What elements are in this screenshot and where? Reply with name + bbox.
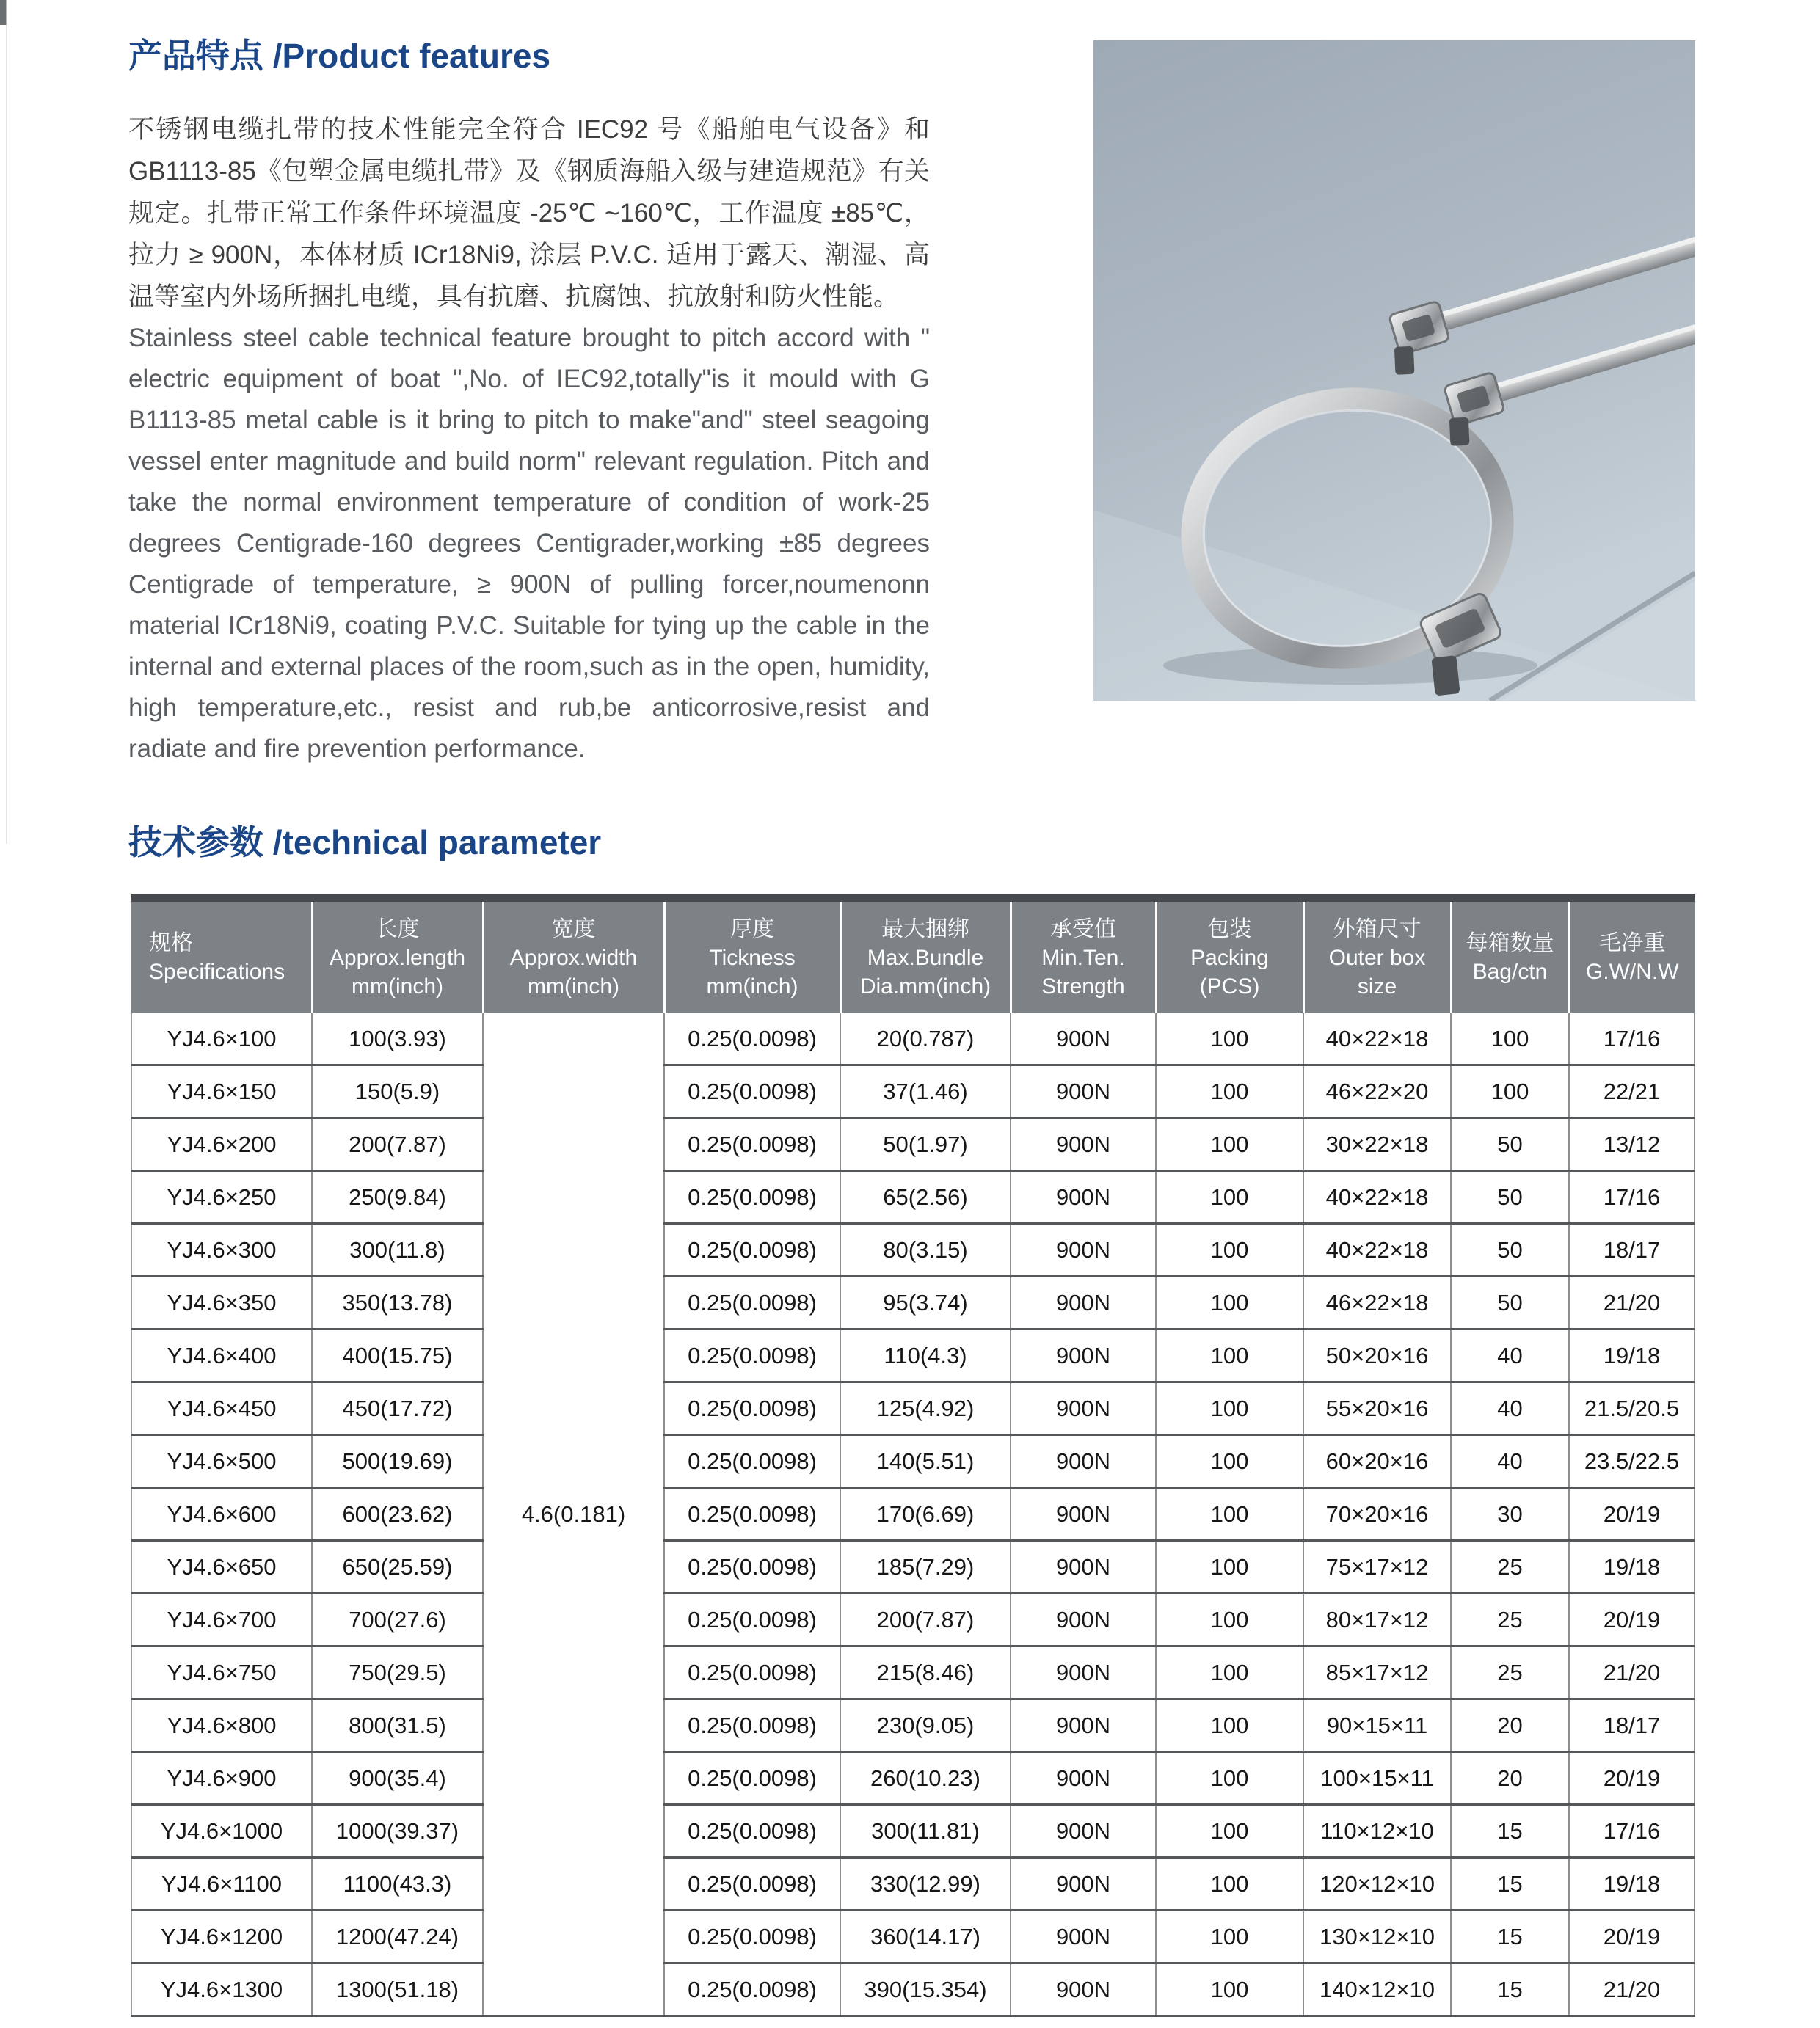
table-cell: YJ4.6×700 <box>131 1594 312 1646</box>
table-row <box>131 1541 1695 1594</box>
table-cell: YJ4.6×450 <box>131 1382 312 1435</box>
table-cell: 0.25(0.0098) <box>664 1646 840 1699</box>
table-cell: 500(19.69) <box>312 1435 483 1488</box>
table-cell: 37(1.46) <box>840 1065 1011 1118</box>
header-outer-box <box>1303 898 1451 1014</box>
technical-parameter-table <box>131 894 1695 2017</box>
table-cell: 85×17×12 <box>1303 1646 1451 1699</box>
header-thickness <box>664 898 840 1014</box>
table-cell: 50 <box>1451 1171 1569 1224</box>
table-cell: 21/20 <box>1569 1963 1695 2016</box>
header-en: Specifications <box>149 960 285 984</box>
table-cell: 20/19 <box>1569 1488 1695 1541</box>
table-cell: 450(17.72) <box>312 1382 483 1435</box>
table-cell: 140(5.51) <box>840 1435 1011 1488</box>
table-row <box>131 1171 1695 1224</box>
header-cn: 宽度 <box>551 916 596 941</box>
table-body <box>131 1013 1695 2016</box>
header-cn: 规格 <box>149 931 193 955</box>
table-cell: 46×22×20 <box>1303 1065 1451 1118</box>
table-cell: 100 <box>1156 1699 1303 1752</box>
table-cell: 100(3.93) <box>312 1013 483 1065</box>
table-cell: 390(15.354) <box>840 1963 1011 2016</box>
table-cell: 0.25(0.0098) <box>664 1858 840 1911</box>
table-cell: 900N <box>1011 1911 1156 1963</box>
table-cell: 100 <box>1156 1805 1303 1858</box>
table-cell: 900N <box>1011 1699 1156 1752</box>
table-cell: YJ4.6×1100 <box>131 1858 312 1911</box>
table-cell: 100 <box>1156 1224 1303 1277</box>
table-row <box>131 1911 1695 1963</box>
table-cell: 0.25(0.0098) <box>664 1435 840 1488</box>
table-cell: 19/18 <box>1569 1541 1695 1594</box>
table-cell: 125(4.92) <box>840 1382 1011 1435</box>
table-cell: 900N <box>1011 1118 1156 1171</box>
table-cell: 15 <box>1451 1858 1569 1911</box>
table-cell: 100 <box>1156 1594 1303 1646</box>
table-cell: 1100(43.3) <box>312 1858 483 1911</box>
header-unit: size <box>1357 974 1397 999</box>
table-cell: 750(29.5) <box>312 1646 483 1699</box>
table-cell: 1300(51.18) <box>312 1963 483 2016</box>
table-cell: 40×22×18 <box>1303 1224 1451 1277</box>
table-cell: 100 <box>1156 1488 1303 1541</box>
table-cell: 13/12 <box>1569 1118 1695 1171</box>
table-row <box>131 1277 1695 1329</box>
table-cell: 200(7.87) <box>840 1594 1011 1646</box>
header-cn: 毛净重 <box>1599 931 1666 955</box>
header-en: Tickness <box>709 945 796 970</box>
table-row <box>131 1858 1695 1911</box>
table-row <box>131 1594 1695 1646</box>
table-cell: 800(31.5) <box>312 1699 483 1752</box>
table-cell: YJ4.6×1000 <box>131 1805 312 1858</box>
header-max-bundle <box>840 898 1011 1014</box>
table-cell: 50 <box>1451 1224 1569 1277</box>
features-text-block <box>128 109 930 770</box>
table-cell: 75×17×12 <box>1303 1541 1451 1594</box>
table-cell: 0.25(0.0098) <box>664 1065 840 1118</box>
table-cell: 20/19 <box>1569 1752 1695 1805</box>
table-cell: 700(27.6) <box>312 1594 483 1646</box>
table-cell: 215(8.46) <box>840 1646 1011 1699</box>
header-unit: Dia.mm(inch) <box>859 974 991 999</box>
table-cell: 100 <box>1156 1382 1303 1435</box>
table-cell: 21.5/20.5 <box>1569 1382 1695 1435</box>
table-cell: 21/20 <box>1569 1277 1695 1329</box>
features-paragraph-cn: 不锈钢电缆扎带的技术性能完全符合 IEC92 号《船舶电气设备》和GB1113-85《包塑金属电缆扎带》及《钢质海船入级与建造规范》有关规定。扎带正常工作条件环境温度 -25℃ ~160℃，工作温度 ±85℃，拉力 ≥ 900N，本体材质 ICr18Ni9, 涂层 P.V.C. 适用于露天、潮湿、高温等室内外场所捆扎电缆，具有抗磨、抗腐蚀、抗放射和防火性能。 <box>128 115 930 311</box>
table-row <box>131 1488 1695 1541</box>
table-cell: 50×20×16 <box>1303 1329 1451 1382</box>
table-cell: 55×20×16 <box>1303 1382 1451 1435</box>
table-cell: 100 <box>1451 1013 1569 1065</box>
table-cell: 60×20×16 <box>1303 1435 1451 1488</box>
table-cell: 30 <box>1451 1488 1569 1541</box>
table-cell: 650(25.59) <box>312 1541 483 1594</box>
table-cell: 0.25(0.0098) <box>664 1699 840 1752</box>
header-en: Approx.width <box>509 945 638 970</box>
table-cell: 150(5.9) <box>312 1065 483 1118</box>
table-row <box>131 1963 1695 2016</box>
table-row <box>131 1118 1695 1171</box>
table-cell: YJ4.6×150 <box>131 1065 312 1118</box>
header-cn: 每箱数量 <box>1466 931 1554 955</box>
table-cell: 0.25(0.0098) <box>664 1224 840 1277</box>
table-cell: 100 <box>1156 1277 1303 1329</box>
table-cell: 100 <box>1156 1911 1303 1963</box>
table-row <box>131 1065 1695 1118</box>
table-cell: YJ4.6×900 <box>131 1752 312 1805</box>
table-cell: 900N <box>1011 1329 1156 1382</box>
header-en: G.W/N.W <box>1585 960 1679 984</box>
header-cn: 长度 <box>375 916 420 941</box>
table-cell: 0.25(0.0098) <box>664 1013 840 1065</box>
table-cell: YJ4.6×300 <box>131 1224 312 1277</box>
table-row <box>131 1805 1695 1858</box>
table-cell: 25 <box>1451 1646 1569 1699</box>
table-cell: 18/17 <box>1569 1699 1695 1752</box>
table-cell: 0.25(0.0098) <box>664 1171 840 1224</box>
table-cell: 300(11.81) <box>840 1805 1011 1858</box>
table-cell: 100 <box>1156 1858 1303 1911</box>
table-cell: 170(6.69) <box>840 1488 1011 1541</box>
table-cell: 100 <box>1156 1752 1303 1805</box>
header-unit: Strength <box>1041 974 1125 999</box>
table-cell: 110×12×10 <box>1303 1805 1451 1858</box>
table-row <box>131 1699 1695 1752</box>
header-unit: mm(inch) <box>528 974 619 999</box>
table-cell: 900(35.4) <box>312 1752 483 1805</box>
header-width <box>483 898 664 1014</box>
table-row <box>131 1435 1695 1488</box>
table-cell: 330(12.99) <box>840 1858 1011 1911</box>
header-en: Min.Ten. <box>1041 945 1125 970</box>
table-cell: 40×22×18 <box>1303 1013 1451 1065</box>
table-cell: 130×12×10 <box>1303 1911 1451 1963</box>
table-cell: 50(1.97) <box>840 1118 1011 1171</box>
header-unit: mm(inch) <box>352 974 443 999</box>
table-cell: 15 <box>1451 1911 1569 1963</box>
table-cell: 900N <box>1011 1065 1156 1118</box>
table-cell: 17/16 <box>1569 1805 1695 1858</box>
table-cell: 300(11.8) <box>312 1224 483 1277</box>
table-cell: 120×12×10 <box>1303 1858 1451 1911</box>
table-cell: 0.25(0.0098) <box>664 1488 840 1541</box>
header-unit: (PCS) <box>1199 974 1260 999</box>
table-cell: 25 <box>1451 1594 1569 1646</box>
table-cell: YJ4.6×100 <box>131 1013 312 1065</box>
header-cn: 承受值 <box>1050 916 1116 941</box>
table-cell: YJ4.6×800 <box>131 1699 312 1752</box>
table-cell: 185(7.29) <box>840 1541 1011 1594</box>
header-packing <box>1156 898 1303 1014</box>
table-cell: 22/21 <box>1569 1065 1695 1118</box>
table-cell: YJ4.6×600 <box>131 1488 312 1541</box>
table-cell: 21/20 <box>1569 1646 1695 1699</box>
table-cell: 17/16 <box>1569 1171 1695 1224</box>
table-cell: YJ4.6×200 <box>131 1118 312 1171</box>
table-cell: 20/19 <box>1569 1594 1695 1646</box>
table-cell: 350(13.78) <box>312 1277 483 1329</box>
table-row <box>131 1329 1695 1382</box>
table-row <box>131 1752 1695 1805</box>
table-cell: 70×20×16 <box>1303 1488 1451 1541</box>
table-cell: 15 <box>1451 1963 1569 2016</box>
table-cell: 100 <box>1451 1065 1569 1118</box>
table-cell: 900N <box>1011 1646 1156 1699</box>
features-section-title: 产品特点 /Product features <box>128 37 551 75</box>
table-header-row <box>131 898 1695 1014</box>
table-cell: 20 <box>1451 1699 1569 1752</box>
table-cell: 0.25(0.0098) <box>664 1911 840 1963</box>
table-cell: 40 <box>1451 1329 1569 1382</box>
table-cell: YJ4.6×400 <box>131 1329 312 1382</box>
table-cell: 19/18 <box>1569 1858 1695 1911</box>
table-cell: 65(2.56) <box>840 1171 1011 1224</box>
table-cell: 110(4.3) <box>840 1329 1011 1382</box>
table-cell: 360(14.17) <box>840 1911 1011 1963</box>
header-en: Outer box <box>1328 945 1426 970</box>
table-cell: 40×22×18 <box>1303 1171 1451 1224</box>
table-cell: 0.25(0.0098) <box>664 1329 840 1382</box>
table-row <box>131 1382 1695 1435</box>
table-cell: 900N <box>1011 1963 1156 2016</box>
features-paragraph-en: Stainless steel cable technical feature brought to pitch accord with " electric equipment of boat ",No. of IEC92,totally"is it mould with G B1113-85 metal cable is it bring to pitch to make"and" steel seagoing vessel enter magnitude and build norm" relevant regulation. Pitch and take the normal environment temperature of condition of work-25 degrees Centigrade-160 degrees Centigrader,working ±85 degrees Centigrade of temperature, ≥ 900N of pulling forcer,noumenonn material ICr18Ni9, coating P.V.C. Suitable for tying up the cable in the internal and external places of the room,such as in the open, humidity, high temperature,etc., resist and rub,be anticorrosive,resist and radiate and fire prevention performance. <box>128 324 930 763</box>
table-cell: 40 <box>1451 1382 1569 1435</box>
merged-width-cell: 4.6(0.181) <box>483 1013 664 2016</box>
table-cell: 900N <box>1011 1171 1156 1224</box>
table-cell: 900N <box>1011 1382 1156 1435</box>
header-unit: mm(inch) <box>706 974 798 999</box>
table-cell: 0.25(0.0098) <box>664 1541 840 1594</box>
table-header <box>131 898 1695 1014</box>
table-cell: 1000(39.37) <box>312 1805 483 1858</box>
table-cell: 80(3.15) <box>840 1224 1011 1277</box>
table-cell: 900N <box>1011 1752 1156 1805</box>
table-cell: 900N <box>1011 1013 1156 1065</box>
table-cell: YJ4.6×650 <box>131 1541 312 1594</box>
table-cell: 20(0.787) <box>840 1013 1011 1065</box>
table-cell: 600(23.62) <box>312 1488 483 1541</box>
table-cell: 900N <box>1011 1541 1156 1594</box>
table-cell: 230(9.05) <box>840 1699 1011 1752</box>
table-cell: 100 <box>1156 1065 1303 1118</box>
table-cell: 40 <box>1451 1435 1569 1488</box>
table-cell: 900N <box>1011 1277 1156 1329</box>
table-cell: 100 <box>1156 1171 1303 1224</box>
header-cn: 外箱尺寸 <box>1333 916 1422 941</box>
table-cell: 900N <box>1011 1858 1156 1911</box>
table-cell: YJ4.6×1200 <box>131 1911 312 1963</box>
table-cell: 900N <box>1011 1805 1156 1858</box>
table-cell: 20/19 <box>1569 1911 1695 1963</box>
table-row <box>131 1013 1695 1065</box>
table-cell: YJ4.6×350 <box>131 1277 312 1329</box>
header-cn: 厚度 <box>730 916 774 941</box>
table-row <box>131 1224 1695 1277</box>
table-cell: 100×15×11 <box>1303 1752 1451 1805</box>
table-cell: 0.25(0.0098) <box>664 1277 840 1329</box>
header-cn: 最大捆绑 <box>881 916 969 941</box>
table-cell: 95(3.74) <box>840 1277 1011 1329</box>
table-cell: 100 <box>1156 1646 1303 1699</box>
table-cell: 900N <box>1011 1594 1156 1646</box>
parameters-section-title: 技术参数 /technical parameter <box>128 823 602 861</box>
table-cell: 46×22×18 <box>1303 1277 1451 1329</box>
product-photo <box>1093 40 1695 701</box>
table-cell: 23.5/22.5 <box>1569 1435 1695 1488</box>
header-en: Max.Bundle <box>867 945 984 970</box>
table-cell: 400(15.75) <box>312 1329 483 1382</box>
page-edge-line <box>6 0 7 844</box>
table-cell: 900N <box>1011 1435 1156 1488</box>
table-cell: 19/18 <box>1569 1329 1695 1382</box>
table-cell: 0.25(0.0098) <box>664 1805 840 1858</box>
table-cell: 50 <box>1451 1277 1569 1329</box>
header-length <box>312 898 483 1014</box>
table-cell: 100 <box>1156 1118 1303 1171</box>
table-cell: YJ4.6×500 <box>131 1435 312 1488</box>
table-cell: 0.25(0.0098) <box>664 1752 840 1805</box>
table-cell: YJ4.6×250 <box>131 1171 312 1224</box>
table-cell: 200(7.87) <box>312 1118 483 1171</box>
table-row <box>131 1646 1695 1699</box>
table-cell: 80×17×12 <box>1303 1594 1451 1646</box>
header-en: Bag/ctn <box>1472 960 1548 984</box>
header-cn: 包装 <box>1207 916 1252 941</box>
table-cell: 100 <box>1156 1963 1303 2016</box>
header-specifications <box>131 898 312 1014</box>
table-cell: 1200(47.24) <box>312 1911 483 1963</box>
table-cell: 20 <box>1451 1752 1569 1805</box>
table-cell: 25 <box>1451 1541 1569 1594</box>
table-cell: 900N <box>1011 1488 1156 1541</box>
header-strength <box>1011 898 1156 1014</box>
table-cell: 100 <box>1156 1329 1303 1382</box>
table-cell: 140×12×10 <box>1303 1963 1451 2016</box>
table-cell: 0.25(0.0098) <box>664 1118 840 1171</box>
table-cell: 100 <box>1156 1541 1303 1594</box>
table-cell: 18/17 <box>1569 1224 1695 1277</box>
header-bag-ctn <box>1451 898 1569 1014</box>
table-cell: YJ4.6×750 <box>131 1646 312 1699</box>
table-cell: 15 <box>1451 1805 1569 1858</box>
table-cell: 260(10.23) <box>840 1752 1011 1805</box>
table-cell: 100 <box>1156 1435 1303 1488</box>
table-cell: 30×22×18 <box>1303 1118 1451 1171</box>
header-en: Approx.length <box>329 945 466 970</box>
table-cell: 900N <box>1011 1224 1156 1277</box>
table-cell: YJ4.6×1300 <box>131 1963 312 2016</box>
table-cell: 250(9.84) <box>312 1171 483 1224</box>
table-cell: 90×15×11 <box>1303 1699 1451 1752</box>
table-cell: 0.25(0.0098) <box>664 1594 840 1646</box>
table-cell: 50 <box>1451 1118 1569 1171</box>
header-en: Packing <box>1190 945 1269 970</box>
table-cell: 0.25(0.0098) <box>664 1963 840 2016</box>
table-cell: 0.25(0.0098) <box>664 1382 840 1435</box>
table-cell: 100 <box>1156 1013 1303 1065</box>
header-gw-nw <box>1569 898 1695 1014</box>
table-cell: 17/16 <box>1569 1013 1695 1065</box>
